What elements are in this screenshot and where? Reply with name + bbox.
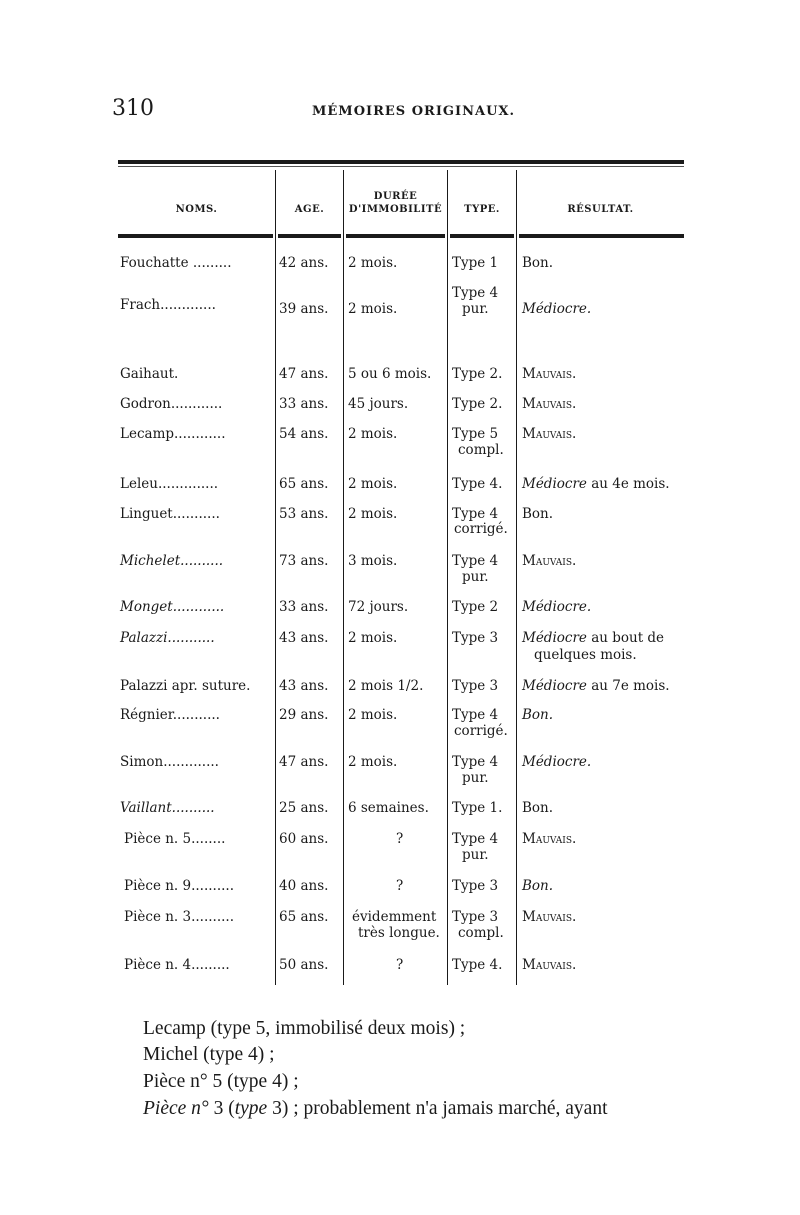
cell-resultat: Bon. <box>522 878 554 894</box>
cell-duree: 2 mois. <box>348 707 398 723</box>
cell-nom: Pièce n. 9.......... <box>124 878 235 894</box>
cell-type: Type 2. <box>452 366 503 382</box>
resultat-main: Médiocre <box>522 630 587 646</box>
cell-duree: 2 mois. <box>348 255 398 271</box>
header-rule <box>519 234 684 238</box>
resultat-main: Médiocre <box>522 678 587 694</box>
cell-nom: Simon............. <box>120 754 219 770</box>
cell-resultat: Mauvais. <box>522 366 577 382</box>
cell-age: 43 ans. <box>279 678 329 694</box>
cell-nom: Pièce n. 4......... <box>124 957 230 973</box>
cell-age: 65 ans. <box>279 476 329 492</box>
cell-duree: ? <box>396 831 404 847</box>
cell-duree: 6 semaines. <box>348 800 429 816</box>
cell-resultat: Mauvais. <box>522 396 577 412</box>
cell-age: 60 ans. <box>279 831 329 847</box>
footer-rest: 3) ; probablement n'a jamais marché, ayant <box>267 1098 608 1119</box>
column-divider <box>447 170 448 985</box>
cell-type-line2: pur. <box>462 847 489 863</box>
cell-duree: 2 mois. <box>348 754 398 770</box>
cell-type: Type 4 <box>452 553 499 569</box>
cell-resultat: Médiocre. <box>522 599 592 615</box>
cell-duree: 5 ou 6 mois. <box>348 366 432 382</box>
cell-type: Type 5 <box>452 426 499 442</box>
cell-nom: Monget............ <box>120 599 225 615</box>
cell-nom: Fouchatte ......... <box>120 255 232 271</box>
cell-type: Type 2. <box>452 396 503 412</box>
cell-type: Type 4. <box>452 476 503 492</box>
cell-resultat: Bon. <box>522 707 554 723</box>
cell-type: Type 4. <box>452 957 503 973</box>
cell-type: Type 2 <box>452 599 499 615</box>
footer-mid: 3 ( <box>208 1098 235 1119</box>
cell-duree: 2 mois. <box>348 476 398 492</box>
cell-resultat: Médiocre. <box>522 754 592 770</box>
cell-resultat: Médiocre. <box>522 301 592 317</box>
cell-duree: 45 jours. <box>348 396 409 412</box>
cell-resultat: Bon. <box>522 255 554 271</box>
cell-type: Type 4 <box>452 831 499 847</box>
cell-resultat <box>522 630 664 647</box>
cell-age: 43 ans. <box>279 630 329 646</box>
cell-age: 29 ans. <box>279 707 329 723</box>
cell-nom: Pièce n. 3.......... <box>124 909 235 925</box>
cell-nom: Leleu.............. <box>120 476 219 492</box>
cell-type: Type 4 <box>452 754 499 770</box>
footer-italic: Pièce n° <box>143 1098 209 1119</box>
cell-age: 53 ans. <box>279 506 329 522</box>
cell-resultat: Mauvais. <box>522 553 577 569</box>
cell-duree: évidemment <box>352 909 437 925</box>
cell-resultat: Mauvais. <box>522 831 577 847</box>
cell-duree: 72 jours. <box>348 599 409 615</box>
header-rule <box>346 234 445 238</box>
cell-type: Type 3 <box>452 909 499 925</box>
cell-type-line2: compl. <box>458 442 504 458</box>
cell-age: 73 ans. <box>279 553 329 569</box>
cell-type: Type 3 <box>452 878 499 894</box>
cell-duree: 2 mois. <box>348 506 398 522</box>
cell-age: 54 ans. <box>279 426 329 442</box>
cell-age: 39 ans. <box>279 301 329 317</box>
cell-type: Type 4 <box>452 707 499 723</box>
cell-type-line2: pur. <box>462 569 489 585</box>
table-top-rule-thin <box>118 166 684 167</box>
cell-type: Type 1. <box>452 800 503 816</box>
header-duree-line2: D'IMMOBILITÉ <box>348 204 443 215</box>
cell-duree-line2: très longue. <box>358 925 440 941</box>
resultat-tail: au bout de <box>591 630 665 646</box>
cell-nom: Godron............ <box>120 396 223 412</box>
cell-type-line2: pur. <box>462 301 489 317</box>
cell-duree: 2 mois. <box>348 301 398 317</box>
cell-duree: 2 mois. <box>348 426 398 442</box>
cell-resultat <box>522 678 670 695</box>
cell-age: 33 ans. <box>279 396 329 412</box>
cell-duree: 3 mois. <box>348 553 398 569</box>
cell-age: 25 ans. <box>279 800 329 816</box>
table-top-rule <box>118 160 684 164</box>
cell-age: 40 ans. <box>279 878 329 894</box>
cell-age: 65 ans. <box>279 909 329 925</box>
cell-age: 42 ans. <box>279 255 329 271</box>
cell-type: Type 3 <box>452 678 499 694</box>
body-text-line <box>143 1098 608 1120</box>
header-duree <box>344 190 447 216</box>
cell-resultat: Mauvais. <box>522 957 577 973</box>
cell-resultat: Mauvais. <box>522 909 577 925</box>
resultat-main: Médiocre <box>522 476 587 492</box>
running-title: MÉMOIRES ORIGINAUX. <box>312 104 516 119</box>
page-number: 310 <box>112 96 154 121</box>
footer-type: type <box>234 1098 268 1119</box>
cell-nom: Michelet.......... <box>120 553 224 569</box>
cell-duree: 2 mois 1/2. <box>348 678 424 694</box>
cell-duree: ? <box>396 878 404 894</box>
column-divider <box>516 170 517 985</box>
body-text-line: Pièce n° 5 (type 4) ; <box>143 1071 299 1092</box>
body-text-line: Lecamp (type 5, immobilisé deux mois) ; <box>143 1018 466 1039</box>
cell-nom: Vaillant.......... <box>120 800 215 816</box>
cell-resultat <box>522 476 670 493</box>
cell-nom: Régnier........... <box>120 707 220 723</box>
cell-resultat: Mauvais. <box>522 426 577 442</box>
header-rule <box>450 234 514 238</box>
cell-nom: Frach............. <box>120 297 216 313</box>
header-rule <box>118 234 273 238</box>
cell-type: Type 4 <box>452 285 499 301</box>
cell-duree: ? <box>396 957 404 973</box>
cell-age: 33 ans. <box>279 599 329 615</box>
cell-nom: Lecamp............ <box>120 426 226 442</box>
resultat-tail: au 4e mois. <box>591 476 670 492</box>
cell-resultat-line2: quelques mois. <box>534 647 637 663</box>
cell-type: Type 4 <box>452 506 499 522</box>
resultat-tail: au 7e mois. <box>591 678 670 694</box>
column-divider <box>275 170 276 985</box>
column-divider <box>343 170 344 985</box>
header-noms: NOMS. <box>175 204 218 215</box>
header-type: TYPE. <box>464 204 500 215</box>
cell-nom: Linguet........... <box>120 506 220 522</box>
cell-type-line2: compl. <box>458 925 504 941</box>
cell-age: 47 ans. <box>279 366 329 382</box>
cell-age: 50 ans. <box>279 957 329 973</box>
cell-nom: Pièce n. 5........ <box>124 831 226 847</box>
cell-type: Type 3 <box>452 630 499 646</box>
cell-type-line2: corrigé. <box>454 723 508 739</box>
cell-type-line2: corrigé. <box>454 521 508 537</box>
cell-resultat: Bon. <box>522 800 554 816</box>
header-duree-line1: DURÉE <box>373 191 418 202</box>
cell-nom: Palazzi apr. suture. <box>120 678 251 694</box>
cell-nom: Gaihaut. <box>120 366 179 382</box>
header-rule <box>278 234 341 238</box>
cell-resultat: Bon. <box>522 506 554 522</box>
body-text-line: Michel (type 4) ; <box>143 1044 275 1065</box>
header-age: AGE. <box>294 204 325 215</box>
header-resultat: RÉSULTAT. <box>567 204 634 215</box>
cell-age: 47 ans. <box>279 754 329 770</box>
cell-type-line2: pur. <box>462 770 489 786</box>
cell-type: Type 1 <box>452 255 499 271</box>
cell-nom: Palazzi........... <box>120 630 215 646</box>
cell-duree: 2 mois. <box>348 630 398 646</box>
